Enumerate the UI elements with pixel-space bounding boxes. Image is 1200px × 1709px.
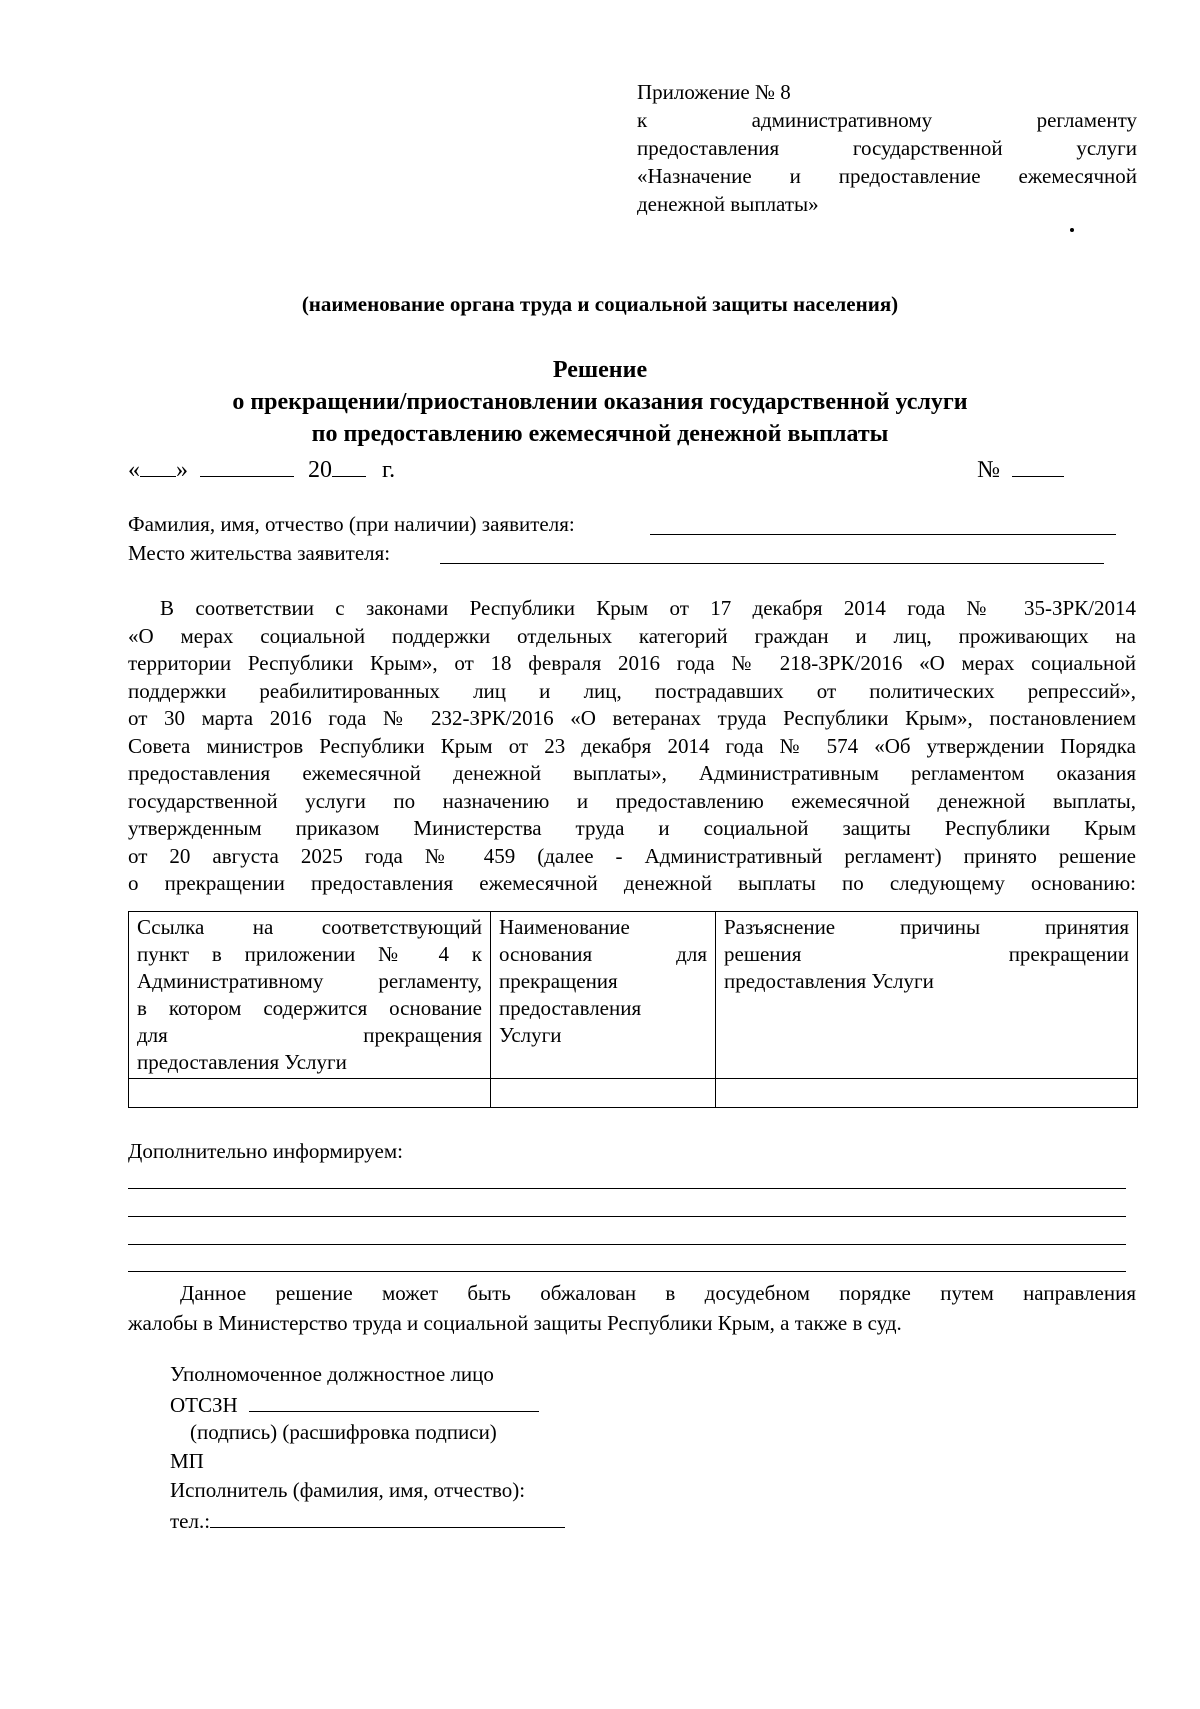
number-blank[interactable] [1012,452,1064,477]
cell-line: прекращения [499,969,618,993]
cell-line: предоставления [499,996,642,1020]
body-line: территории Республики Крым», от 18 февраля 2016 года № 218-ЗРК/2016 «О мерах социальной [128,651,1136,675]
table-cell-empty[interactable] [716,1079,1138,1108]
number-field [977,452,1064,484]
document-title [0,354,1200,450]
cell-line: решения прекращении [724,942,1129,966]
table-header-row [129,912,1138,1079]
appendix-header [637,78,1137,218]
cell-line: предоставления Услуги [137,1050,347,1074]
title-heading: Решение [552,357,648,383]
body-line: государственной услуги по назначению и предоставлению ежемесячной денежной выплаты, [128,788,1136,813]
cell-line: основания для [499,942,707,966]
body-line: поддержки реабилитированных лиц и лиц, пострадавших от политических репрессий», [128,678,1136,703]
applicant-name-field [128,512,575,537]
title-subtitle: по предоставлению ежемесячной денежной выплаты [311,421,889,447]
body-line: от 20 августа 2025 года № 459 (далее - Административный регламент) принято решение [128,843,1136,868]
stamp-label: МП [170,1449,204,1473]
body-line: от 30 марта 2016 года № 232-ЗРК/2016 «О ветеранах труда Республики Крым», постановлением [128,706,1136,730]
scan-dot [1070,228,1074,232]
open-quote: « [128,457,140,483]
body-line: предоставления ежемесячной денежной выплаты», Административным регламентом оказания [128,761,1136,785]
year-prefix: 20 [308,457,332,483]
header-cell-reason-name [491,912,716,1079]
signature-blank[interactable] [249,1391,539,1412]
cell-line: Ссылка на соответствующий [137,915,482,939]
close-quote: » [176,457,188,483]
year-blank[interactable] [332,452,366,477]
appendix-number: Приложение № 8 [637,80,791,104]
cell-line: в котором содержится основание [137,996,482,1020]
reasons-table [128,911,1138,1108]
official-label: Уполномоченное должностное лицо [170,1362,494,1386]
body-line: В соответствии с законами Республики Крым от 17 декабря 2014 года № 35-ЗРК/2014 [160,596,1136,620]
body-line: о прекращении предоставления ежемесячной денежной выплаты по следующему основанию: [128,871,1136,895]
table-cell-empty[interactable] [129,1079,491,1108]
phone-field [170,1507,565,1534]
appendix-line: предоставления государственной услуги [637,136,1137,160]
appeal-line: Данное решение может быть обжалован в досудебном порядке путем направления [180,1281,1136,1305]
applicant-address-blank[interactable] [440,563,1104,564]
organ-name-caption: (наименование органа труда и социальной защиты населения) [301,292,899,316]
dept-label: ОТСЗН [170,1393,238,1417]
decision-body [128,595,1136,898]
table-cell-empty[interactable] [491,1079,716,1108]
date-field [128,452,395,484]
cell-line: Услуги [499,1023,562,1047]
cell-line: Разъяснение причины принятия [724,915,1129,939]
appendix-line: «Назначение и предоставление ежемесячной [637,164,1137,188]
additional-info-line[interactable] [128,1244,1126,1245]
year-suffix: г. [382,457,396,483]
dept-signature-field [170,1391,539,1418]
header-cell-reference [129,912,491,1079]
appeal-line: жалобы в Министерство труда и социальной защиты Республики Крым, а также в суд. [128,1311,902,1335]
additional-info-line[interactable] [128,1271,1126,1272]
date-number-line [128,452,1064,484]
body-line: «О мерах социальной поддержки отдельных категорий граждан и лиц, проживающих на [128,623,1136,648]
day-blank[interactable] [140,452,176,477]
body-line: утвержденным приказом Министерства труда и социальной защиты Республики Крым [128,816,1136,840]
phone-blank[interactable] [210,1507,565,1528]
additional-info-line[interactable] [128,1188,1126,1189]
phone-label: тел.: [170,1509,211,1533]
executor-label: Исполнитель (фамилия, имя, отчество): [170,1478,526,1502]
additional-info-line[interactable] [128,1216,1126,1217]
title-subtitle: о прекращении/приостановлении оказания государственной услуги [232,389,968,415]
month-blank[interactable] [200,452,294,477]
header-cell-explanation [716,912,1138,1079]
cell-line: предоставления Услуги [724,969,934,993]
cell-line: Наименование [499,915,630,939]
signature-caption: (подпись) (расшифровка подписи) [190,1420,497,1444]
cell-line: пункт в приложении № 4 к [137,942,482,966]
table-row [129,1079,1138,1108]
appeal-notice [128,1278,1136,1338]
applicant-name-label: Фамилия, имя, отчество (при наличии) заявителя: [128,512,575,536]
applicant-address-label: Место жительства заявителя: [128,541,391,565]
cell-line: для прекращения [137,1023,482,1047]
cell-line: Административному регламенту, [137,969,482,993]
applicant-address-field [128,541,390,566]
additional-info-label: Дополнительно информируем: [128,1139,403,1163]
body-line: Совета министров Республики Крым от 23 декабря 2014 года № 574 «Об утверждении Порядка [128,733,1136,758]
applicant-name-blank[interactable] [650,534,1116,535]
appendix-line: денежной выплаты» [637,192,819,216]
appendix-line: к административному регламенту [637,108,1137,132]
number-label: № [977,457,1000,483]
